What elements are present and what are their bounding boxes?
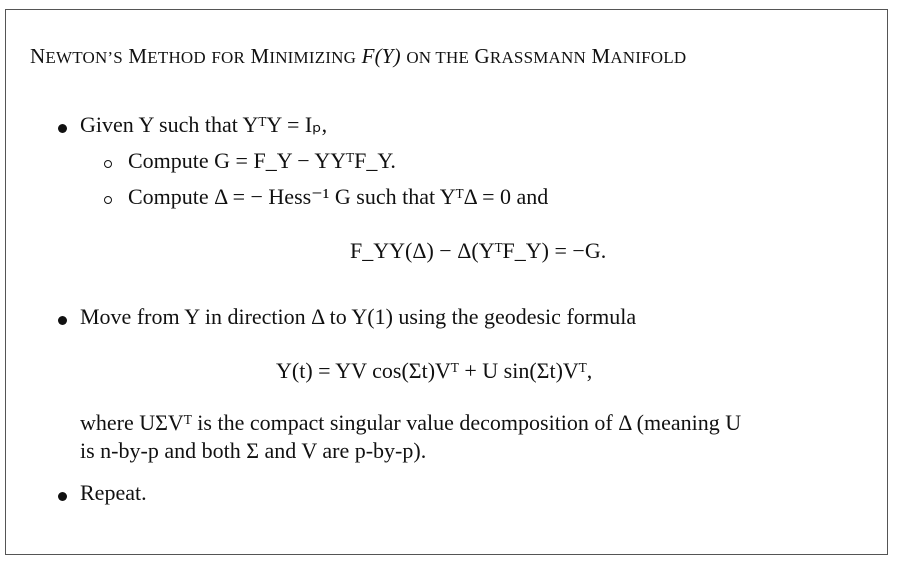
algorithm-title: NEWTON’S METHOD FOR MINIMIZING F(Y) ON THE GRASSMANN MANIFOLD <box>30 44 687 68</box>
step-move: Move from Y in direction Δ to Y(1) using the geodesic formula <box>80 304 637 329</box>
svd-explanation-line1: where UΣVᵀ is the compact singular value decomposition of Δ (meaning U <box>80 410 742 435</box>
bullet-icon <box>58 124 67 133</box>
step-given: Given Y such that YᵀY = Iₚ, <box>80 112 328 137</box>
equation-geodesic: Y(t) = YV cos(Σt)Vᵀ + U sin(Σt)Vᵀ, <box>276 358 593 383</box>
sub-bullet-icon <box>104 196 112 204</box>
sub-bullet-icon <box>104 160 112 168</box>
svd-explanation-line2: is n-by-p and both Σ and V are p-by-p). <box>80 438 427 463</box>
step-compute-delta: Compute Δ = − Hess⁻¹ G such that YᵀΔ = 0 and <box>128 184 549 209</box>
step-repeat: Repeat. <box>80 480 147 505</box>
equation-newton: F_YY(Δ) − Δ(YᵀF_Y) = −G. <box>350 238 607 263</box>
bullet-icon <box>58 316 67 325</box>
step-compute-g: Compute G = F_Y − YYᵀF_Y. <box>128 148 396 173</box>
bullet-icon <box>58 492 67 501</box>
algorithm-box <box>5 9 888 555</box>
